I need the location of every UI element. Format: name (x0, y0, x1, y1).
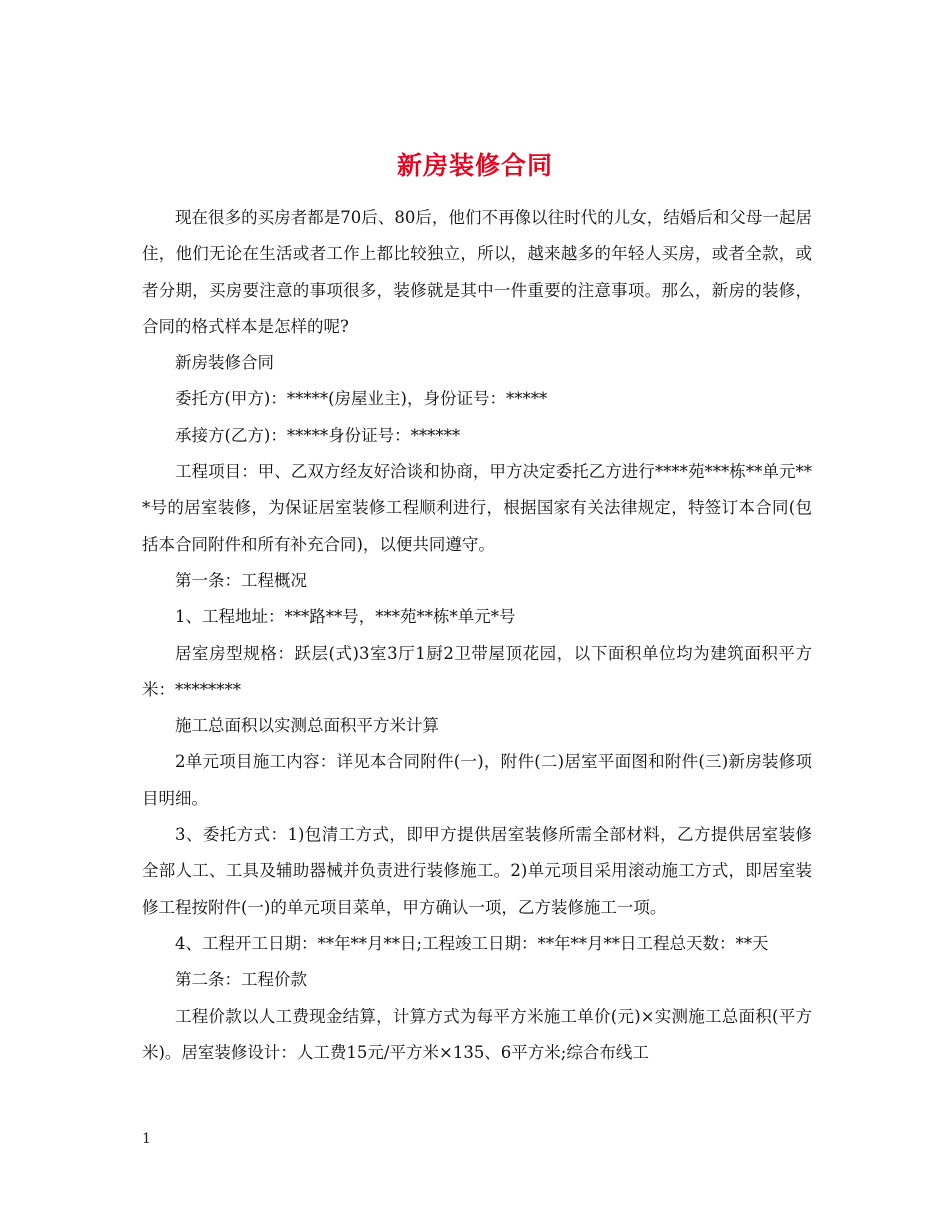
document-title: 新房装修合同 (396, 150, 553, 180)
project-dates-paragraph: 4、工程开工日期：**年**月**日;工程竣工日期：**年**月**日工程总天数：**天 (175, 933, 769, 953)
intro-paragraph: 现在很多的买房者都是70后、80后，他们不再像以往时代的儿女，结婚后和父母一起居住，他们无论在生活或者工作上都比较独立，所以，越来越多的年轻人买房，或者全款，或者分期，买房要注意的事项很多，装修就是其中一件重要的注意事项。那么，新房的装修，合同的格式样本是怎样的呢? (142, 208, 812, 336)
article-two-heading: 第二条：工程价款 (175, 970, 307, 990)
room-layout-paragraph: 居室房型规格：跃层(式)3室3厅1厨2卫带屋顶花园，以下面积单位均为建筑面积平方米：******** (142, 643, 812, 699)
page-number: 1 (142, 1131, 151, 1147)
project-paragraph: 工程项目：甲、乙双方经友好洽谈和协商，甲方决定委托乙方进行****苑***栋**单元***号的居室装修，为保证居室装修工程顺利进行，根据国家有关法律规定，特签订本合同(包括本合同附件和所有补充合同)，以便共同遵守。 (142, 462, 812, 554)
commission-method-paragraph: 3、委托方式：1)包清工方式，即甲方提供居室装修所需全部材料，乙方提供居室装修全部人工、工具及辅助器械并负责进行装修施工。2)单元项目采用滚动施工方式，即居室装修工程按附件(一)的单元项目菜单，甲方确认一项，乙方装修施工一项。 (142, 825, 812, 917)
party-a-line: 委托方(甲方)：*****(房屋业主)，身份证号：***** (175, 389, 548, 409)
price-paragraph: 工程价款以人工费现金结算，计算方式为每平方米施工单价(元)×实测施工总面积(平方米)。居室装修设计：人工费15元/平方米×135、6平方米;综合布线工 (142, 1006, 812, 1062)
article-one-heading: 第一条：工程概况 (175, 570, 307, 590)
project-address-line: 1、工程地址：***路**号，***苑**栋*单元*号 (175, 607, 516, 627)
party-b-line: 承接方(乙方)：*****身份证号：****** (175, 425, 461, 445)
construction-area-line: 施工总面积以实测总面积平方米计算 (175, 716, 439, 736)
document-body (142, 200, 812, 1071)
construction-content-paragraph: 2单元项目施工内容：详见本合同附件(一)，附件(二)居室平面图和附件(三)新房装修项目明细。 (142, 752, 812, 808)
contract-heading: 新房装修合同 (175, 353, 274, 373)
